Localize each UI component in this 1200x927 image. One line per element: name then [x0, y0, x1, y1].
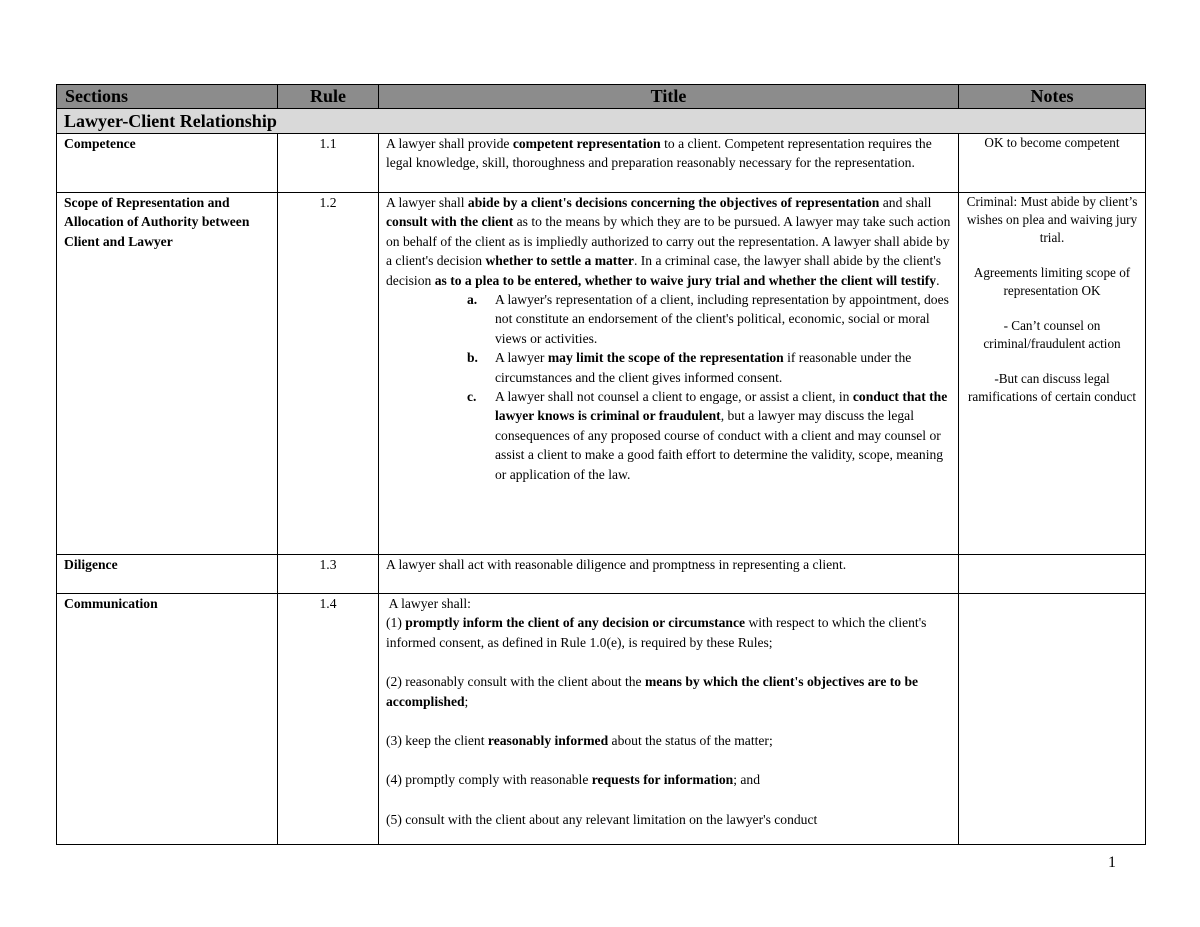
bold-run: promptly inform the client of any decision or circumstance [405, 615, 746, 631]
text-run: (4) promptly comply with reasonable [386, 772, 592, 788]
text-run: . [936, 272, 940, 288]
text-run: A lawyer shall [386, 195, 468, 210]
rule-text [379, 193, 959, 555]
section-name: Communication [57, 594, 278, 845]
text-run: ; and [733, 772, 761, 788]
notes-cell [959, 594, 1146, 845]
rule-paragraph [386, 193, 951, 290]
header-notes: Notes [959, 85, 1146, 109]
rule-paragraph [386, 731, 951, 750]
text-run: and shall [879, 195, 932, 210]
text-run: (2) reasonably consult with the client about the [386, 674, 645, 690]
rule-number: 1.2 [278, 193, 379, 555]
table-row [57, 594, 1146, 845]
note-text: - Can’t counsel on criminal/fraudulent action [983, 318, 1121, 351]
bold-run: requests for information [591, 772, 734, 788]
text-run: A lawyer [495, 350, 548, 366]
text-run: (5) consult with the client about any relevant limitation on the lawyer's conduct [386, 811, 818, 827]
page-number: 1 [1108, 854, 1116, 871]
bold-run: as to a plea to be entered, whether to waive jury trial and whether the client will testify [434, 272, 937, 288]
text-run: . In a criminal case, the lawyer shall abide by the client's decision [386, 253, 941, 288]
item-marker: a. [467, 292, 478, 308]
bold-run: means by which the client's objectives are to be accomplished [386, 674, 919, 709]
text-run: A lawyer shall provide [386, 136, 513, 151]
rule-intro: A lawyer shall: [386, 596, 471, 611]
text-run: if reasonable under the circumstances and the client gives informed consent. [495, 350, 912, 385]
text-run: (1) [386, 615, 406, 631]
bold-run: reasonably informed [487, 733, 609, 749]
text-run: , but a lawyer may discuss the legal consequences of any proposed course of conduct with a client and may counsel or assist a client to make a good faith effort to determine the validity, scope, meaning or application of the law. [495, 408, 944, 482]
text-run: as to the means by which they are to be pursued. A lawyer may take such action on behalf of the client as is impliedly authorized to carry out the representation. A lawyer shall abide by a client's decision [386, 214, 951, 269]
rules-table [56, 84, 1146, 845]
rule-paragraph [386, 810, 951, 829]
bold-run: may limit the scope of the representation [547, 350, 784, 366]
note-text: OK to become competent [959, 134, 1146, 193]
rule-paragraph [386, 613, 951, 652]
table-row [57, 555, 1146, 594]
bold-run: whether to settle a matter [485, 253, 634, 269]
note-text: Criminal: Must abide by client’s wishes on plea and waiving jury trial. [966, 194, 1138, 245]
bold-run: abide by a client's decisions concerning the objectives of representation [467, 195, 880, 210]
text-run: ; [464, 693, 469, 709]
text-run: about the status of the matter; [608, 733, 773, 749]
item-marker: b. [467, 350, 478, 366]
text-run: A lawyer's representation of a client, including representation by appointment, does not constitute an endorsement of the client's political, economic, social or moral views or activities. [495, 292, 949, 346]
rule-number: 1.1 [278, 134, 379, 193]
header-row [57, 85, 1146, 109]
note-text: -But can discuss legal ramifications of certain conduct [967, 371, 1137, 404]
rule-text [379, 594, 959, 845]
header-title: Title [379, 85, 959, 109]
text-run: to a client. Competent representation requires the legal knowledge, skill, thoroughness and preparation reasonably necessary for the representation. [386, 136, 932, 171]
rule-number: 1.3 [278, 555, 379, 594]
bold-run: consult with the client [386, 214, 514, 230]
table-row [57, 193, 1146, 555]
section-name: Diligence [57, 555, 278, 594]
header-sections: Sections [57, 85, 278, 109]
notes-cell [959, 555, 1146, 594]
group-heading: Lawyer-Client Relationship [57, 109, 1146, 134]
text-run: (3) keep the client [386, 733, 488, 749]
group-row [57, 109, 1146, 134]
list-item [467, 387, 951, 484]
list-item [467, 348, 951, 387]
table-row [57, 134, 1146, 193]
rule-text [379, 134, 959, 193]
section-name: Scope of Representation and Allocation of Authority between Client and Lawyer [57, 193, 278, 555]
header-rule: Rule [278, 85, 379, 109]
rule-paragraph [386, 770, 951, 789]
note-text: Agreements limiting scope of representation OK [973, 265, 1131, 298]
text-run: with respect to which the client's informed consent, as defined in Rule 1.0(e), is required by these Rules; [386, 615, 927, 650]
item-marker: c. [467, 389, 477, 405]
rule-paragraph [386, 672, 951, 711]
section-name: Competence [57, 134, 278, 193]
list-item [467, 290, 951, 348]
bold-run: conduct that the lawyer knows is criminal or fraudulent [495, 389, 948, 424]
notes-cell [959, 193, 1146, 555]
bold-run: competent representation [512, 136, 661, 151]
rule-number: 1.4 [278, 594, 379, 845]
rule-text: A lawyer shall act with reasonable diligence and promptness in representing a client. [379, 555, 959, 594]
text-run: A lawyer shall not counsel a client to engage, or assist a client, in [495, 389, 853, 405]
sub-list [386, 290, 951, 484]
